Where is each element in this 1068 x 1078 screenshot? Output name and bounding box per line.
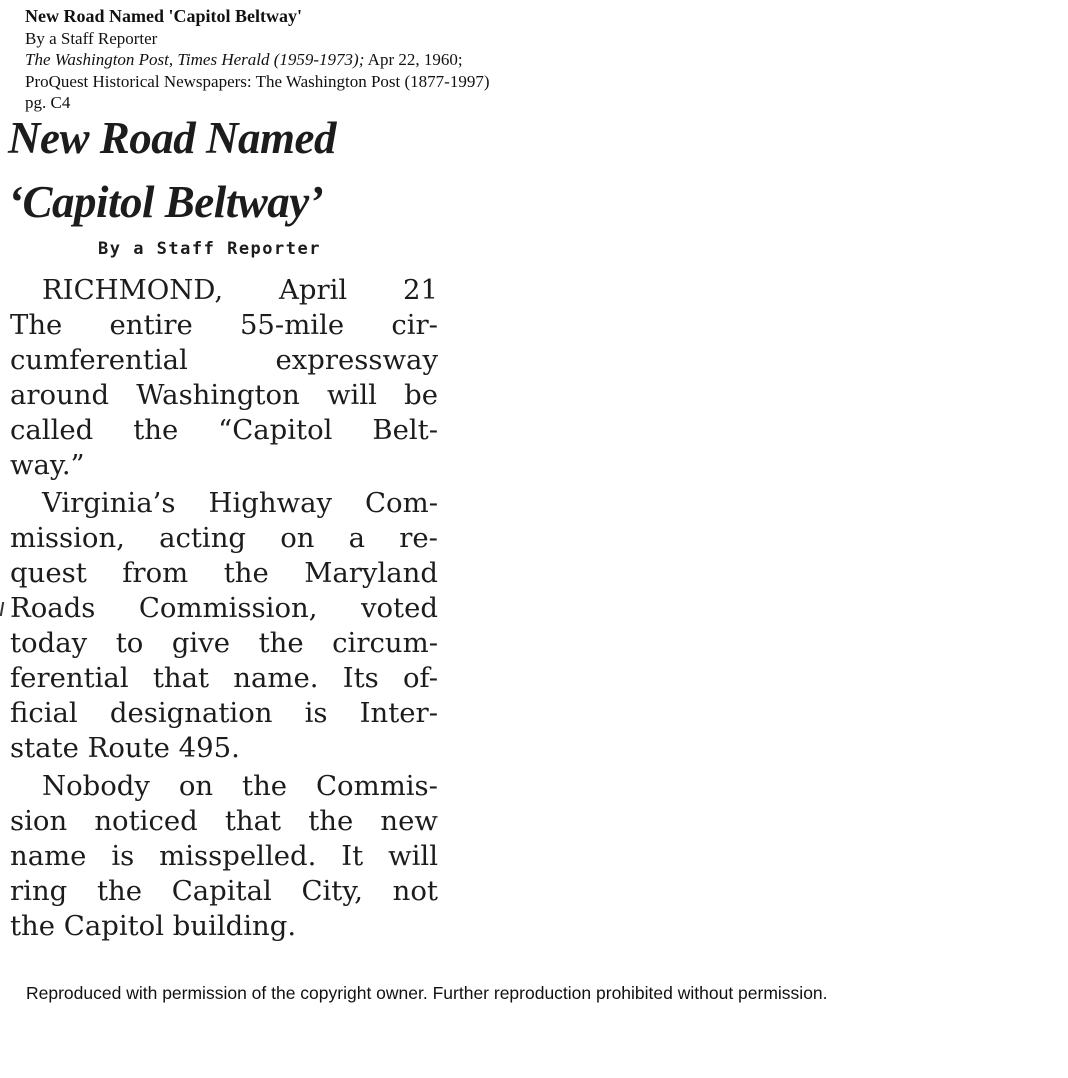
article-line	[10, 273, 438, 308]
article-word: on	[280, 522, 315, 554]
citation-database: ProQuest Historical Newspapers: The Washington Post (1877-1997)	[25, 71, 490, 91]
article-line: the Capitol building.	[10, 910, 297, 942]
article-word: cumferential	[10, 344, 188, 376]
article-word: designation	[109, 697, 273, 729]
article-word: noticed	[94, 805, 198, 837]
article-word: cir-	[391, 309, 438, 341]
article-word: Maryland	[304, 557, 438, 589]
article-word: Highway	[208, 487, 333, 519]
article-word: entire	[109, 309, 193, 341]
article-word: the	[242, 770, 288, 802]
article-word: today	[10, 627, 88, 659]
article-word: Its	[342, 662, 379, 694]
article-word: the	[133, 414, 179, 446]
article-word: “Capitol	[218, 414, 333, 446]
article-word: circum-	[332, 627, 438, 659]
article-word: is	[111, 840, 135, 872]
article-word: Virginia’s	[42, 487, 176, 519]
article-word: ferential	[10, 662, 129, 694]
article-word: that	[224, 805, 282, 837]
article-line	[10, 591, 438, 626]
article-line	[10, 804, 438, 839]
headline-line-1: New Road Named	[8, 113, 336, 163]
article-line	[10, 696, 438, 731]
article-word: RICHMOND,	[42, 274, 224, 306]
article-byline: By a Staff Reporter	[98, 239, 321, 259]
citation-page: pg. C4	[25, 93, 71, 112]
article-word: sion	[10, 805, 68, 837]
article-word: is	[304, 697, 328, 729]
citation-header	[25, 6, 490, 114]
article-word: ficial	[10, 697, 78, 729]
article-word: The	[10, 309, 63, 341]
article-word: that	[152, 662, 210, 694]
article-word: a	[348, 522, 366, 554]
citation-source	[25, 49, 490, 71]
copyright-footer: Reproduced with permission of the copyright owner. Further reproduction prohibited without permission.	[26, 983, 828, 1003]
article-line	[10, 413, 438, 448]
article-word: name.	[233, 662, 319, 694]
article-word: Com-	[365, 487, 438, 519]
article-word: Nobody	[42, 770, 150, 802]
article-word: misspelled.	[159, 840, 317, 872]
article-body	[10, 273, 438, 944]
article-word: will	[327, 379, 377, 411]
article-word: on	[178, 770, 214, 802]
article-word: Commis-	[316, 770, 438, 802]
article-word: the	[308, 805, 354, 837]
article-line	[10, 556, 438, 591]
article-word: It	[341, 840, 364, 872]
article-word: called	[10, 414, 94, 446]
article-line: state Route 495.	[10, 732, 240, 764]
article-line	[10, 378, 438, 413]
article-word: 21	[403, 274, 438, 306]
article-word: from	[122, 557, 189, 589]
article-line: way.”	[10, 449, 85, 481]
article-word: to	[115, 627, 144, 659]
article-word: 55-mile	[239, 309, 345, 341]
article-word: will	[388, 840, 438, 872]
article-word: re-	[399, 522, 438, 554]
article-word: not	[392, 875, 438, 907]
headline-line-2: ‘Capitol Beltway’	[8, 177, 324, 227]
article-line	[10, 626, 438, 661]
article-word: the	[258, 627, 304, 659]
article-word: Inter-	[359, 697, 438, 729]
article-line	[10, 308, 438, 343]
citation-publication: The Washington Post, Times Herald (1959-1973);	[25, 50, 365, 69]
scan-mark	[0, 602, 4, 616]
article-word: Capital	[171, 875, 272, 907]
article-line	[10, 769, 438, 804]
article-word: Commission,	[138, 592, 318, 624]
article-word: name	[10, 840, 87, 872]
article-word: expressway	[275, 344, 438, 376]
article-word: give	[171, 627, 231, 659]
article-word: Roads	[10, 592, 96, 624]
article-word: City,	[301, 875, 363, 907]
article-line	[10, 839, 438, 874]
article-word: mission,	[10, 522, 125, 554]
article-line	[10, 343, 438, 378]
article-word: acting	[159, 522, 247, 554]
article-word: quest	[10, 557, 87, 589]
article-word: new	[380, 805, 438, 837]
article-line	[10, 486, 438, 521]
citation-byline: By a Staff Reporter	[25, 28, 158, 48]
article-word: of-	[402, 662, 438, 694]
article-word: ring	[10, 875, 68, 907]
article-word: Washington	[136, 379, 300, 411]
article-word: voted	[360, 592, 438, 624]
citation-date: Apr 22, 1960;	[364, 50, 463, 69]
article-line	[10, 661, 438, 696]
article-word: Belt-	[372, 414, 438, 446]
article-word: the	[223, 557, 269, 589]
article-word: around	[10, 379, 110, 411]
article-word: the	[96, 875, 142, 907]
article-word: April	[278, 274, 348, 306]
article-word: be	[404, 379, 438, 411]
citation-title: New Road Named 'Capitol Beltway'	[25, 6, 302, 26]
article-line	[10, 521, 438, 556]
article-line	[10, 874, 438, 909]
